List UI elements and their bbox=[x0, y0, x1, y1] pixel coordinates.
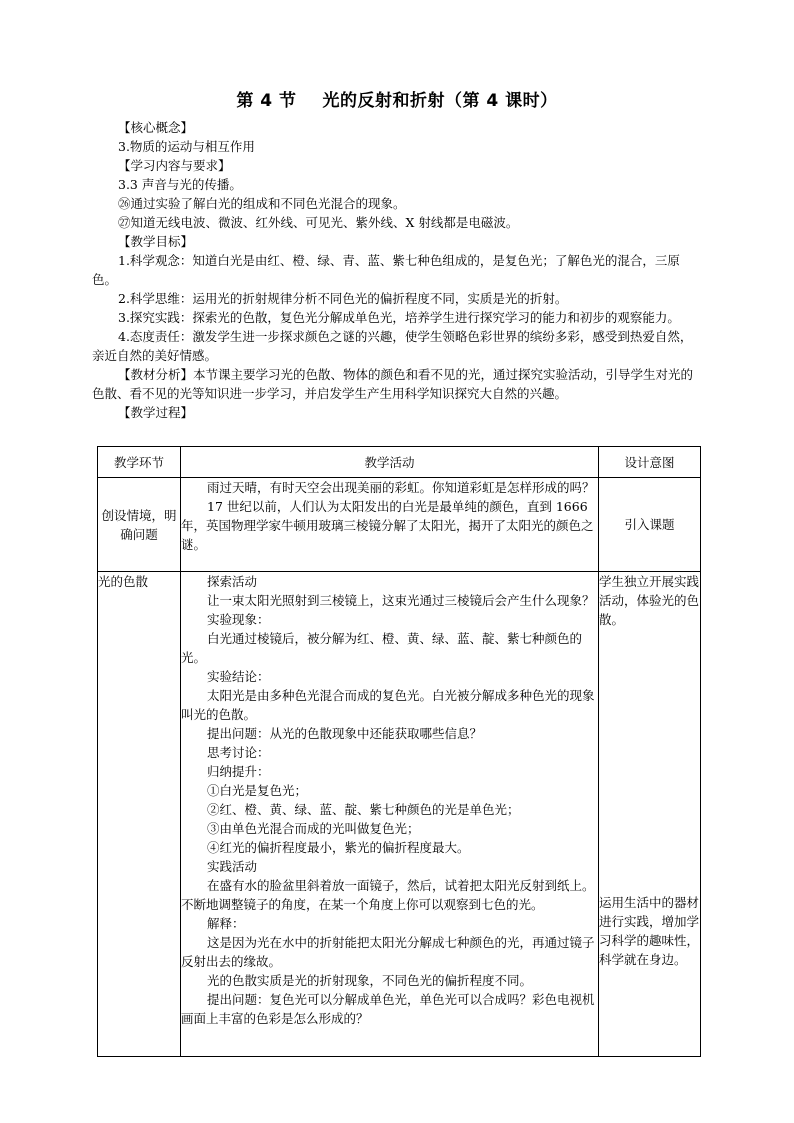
activity-paragraph: 让一束太阳光照射到三棱镜上，这束光通过三棱镜后会产生什么现象？ bbox=[207, 593, 595, 608]
activity-paragraph: 在盛有水的脸盆里斜着放一面镜子，然后，试着把太阳光反射到纸上。不断地调整镜子的角度，在某一个角度上你可以观察到七色的光。 bbox=[181, 878, 595, 912]
activity-paragraph: ③由单色光混合而成的光叫做复色光； bbox=[207, 821, 420, 836]
intro-paragraph: 【教学过程】 bbox=[118, 405, 194, 420]
design-note-1: 学生独立开展实践活动，体验光的色散。 bbox=[599, 574, 700, 627]
table-row bbox=[98, 572, 701, 1057]
design-note-2: 运用生活中的器材进行实践，增加学习科学的趣味性，科学就在身边。 bbox=[599, 895, 700, 967]
lesson-topic: 光的反射和折射（第 4 课时） bbox=[322, 91, 558, 111]
teaching-process-table bbox=[97, 446, 701, 1057]
activity-paragraph: 实验现象： bbox=[207, 612, 270, 627]
stage-cell: 光的色散 bbox=[98, 572, 181, 1057]
design-cell: 引入课题 bbox=[599, 478, 701, 572]
activity-paragraph: 太阳光是由多种色光混合而成的复色光。白光被分解成多种色光的现象叫光的色散。 bbox=[181, 688, 595, 722]
intro-paragraph: 【教材分析】本节课主要学习光的色散、物体的颜色和看不见的光，通过探究实验活动，引导学生对光的色散、看不见的光等知识进一步学习，并启发学生产生用科学知识探究大自然的兴趣。 bbox=[92, 367, 694, 401]
activity-paragraph: 归纳提升： bbox=[207, 764, 270, 779]
header-design: 设计意图 bbox=[599, 447, 701, 478]
intro-paragraph: 4.态度责任：激发学生进一步探求颜色之谜的兴趣，使学生领略色彩世界的缤纷多彩，感受到热爱自然，亲近自然的美好情感。 bbox=[92, 329, 693, 363]
activity-paragraph: 光的色散实质是光的折射现象，不同色光的偏折程度不同。 bbox=[207, 973, 533, 988]
activity-paragraph: 解释： bbox=[207, 916, 245, 931]
intro-paragraph: 【核心概念】 bbox=[118, 120, 194, 135]
activity-paragraph: 雨过天晴，有时天空会出现美丽的彩虹。你知道彩虹是怎样形成的吗？ bbox=[207, 480, 595, 495]
stage-cell: 创设情境，明确问题 bbox=[98, 478, 181, 572]
page-title bbox=[0, 86, 794, 111]
intro-paragraph: 2.科学思维：运用光的折射规律分析不同色光的偏折程度不同，实质是光的折射。 bbox=[118, 291, 568, 306]
header-activity: 教学活动 bbox=[181, 447, 599, 478]
intro-paragraph: 1.科学观念：知道白光是由红、橙、绿、青、蓝、紫七种色组成的，是复色光；了解色光的混合，三原色。 bbox=[92, 253, 680, 287]
activity-cell bbox=[181, 478, 599, 572]
activity-cell bbox=[181, 572, 599, 1057]
header-stage: 教学环节 bbox=[98, 447, 181, 478]
intro-paragraph: 3.3 声音与光的传播。 bbox=[118, 177, 242, 192]
activity-paragraph: 提出问题：复色光可以分解成单色光，单色光可以合成吗？彩色电视机画面上丰富的色彩是怎么形成的？ bbox=[181, 992, 595, 1026]
activity-paragraph: ①白光是复色光； bbox=[207, 783, 308, 798]
activity-paragraph: 探索活动 bbox=[207, 574, 258, 589]
intro-paragraph: 【学习内容与要求】 bbox=[118, 158, 231, 173]
activity-paragraph: ④红光的偏折程度最小，紫光的偏折程度最大。 bbox=[207, 840, 470, 855]
intro-paragraph: ㉗知道无线电波、微波、红外线、可见光、紫外线、X 射线都是电磁波。 bbox=[118, 215, 519, 230]
activity-paragraph: 思考讨论： bbox=[207, 745, 270, 760]
activity-paragraph: 实践活动 bbox=[207, 859, 258, 874]
intro-section bbox=[92, 118, 704, 422]
activity-paragraph: 17 世纪以前，人们认为太阳发出的白光是最单纯的颜色，直到 1666 年，英国物理学家牛顿用玻璃三棱镜分解了太阳光，揭开了太阳光的颜色之谜。 bbox=[181, 499, 594, 552]
intro-paragraph: 【教学目标】 bbox=[118, 234, 194, 249]
intro-paragraph: ㉖通过实验了解白光的组成和不同色光混合的现象。 bbox=[118, 196, 406, 211]
activity-paragraph: 提出问题：从光的色散现象中还能获取哪些信息？ bbox=[207, 726, 483, 741]
activity-paragraph: 这是因为光在水中的折射能把太阳光分解成七种颜色的光，再通过镜子反射出去的缘故。 bbox=[181, 935, 595, 969]
intro-paragraph: 3.探究实践：探索光的色散，复色光分解成单色光，培养学生进行探究学习的能力和初步的观察能力。 bbox=[118, 310, 680, 325]
table-header-row bbox=[98, 447, 701, 478]
activity-paragraph: 实验结论： bbox=[207, 669, 270, 684]
activity-paragraph: 白光通过棱镜后，被分解为红、橙、黄、绿、蓝、靛、紫七种颜色的光。 bbox=[181, 631, 583, 665]
table-row bbox=[98, 478, 701, 572]
design-cell bbox=[599, 572, 701, 1057]
activity-paragraph: ②红、橙、黄、绿、蓝、靛、紫七种颜色的光是单色光； bbox=[207, 802, 520, 817]
intro-paragraph: 3.物质的运动与相互作用 bbox=[118, 139, 255, 154]
section-number: 第 4 节 bbox=[236, 91, 297, 111]
